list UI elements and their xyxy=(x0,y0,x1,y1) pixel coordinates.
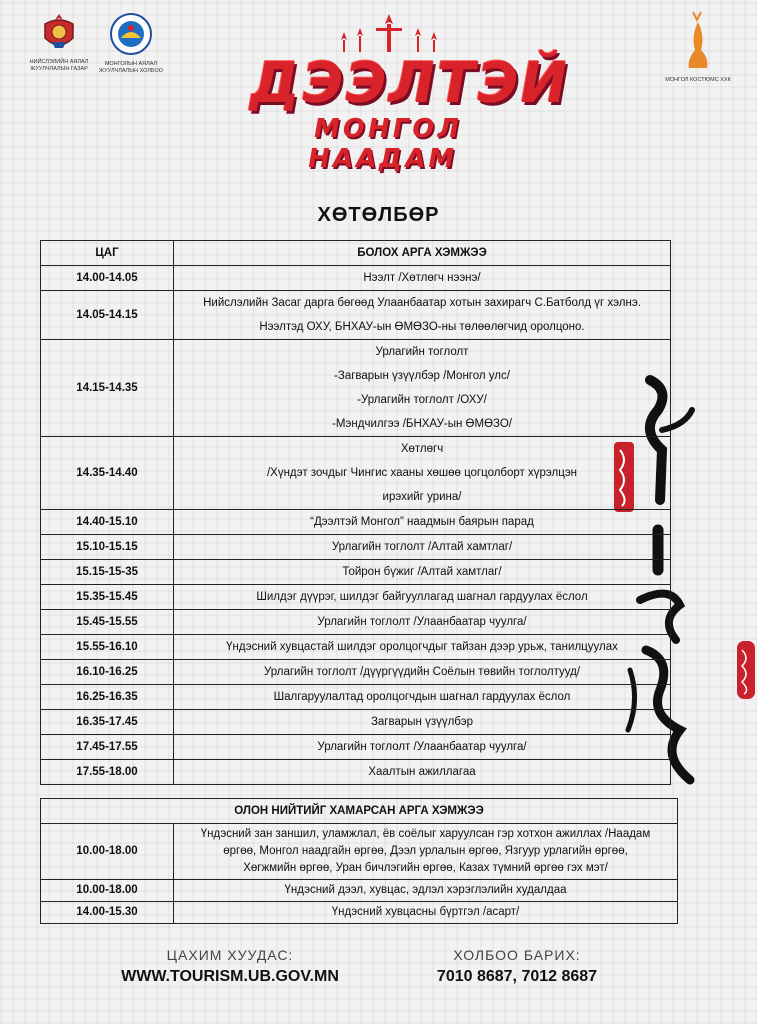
schedule-row xyxy=(41,760,671,785)
schedule-header-row xyxy=(41,241,671,266)
public-event-row xyxy=(41,824,678,880)
schedule-row xyxy=(41,735,671,760)
event-line: Тойрон бүжиг /Алтай хамтлаг/ xyxy=(342,566,502,578)
event-column-header: БОЛОХ АРГА ХЭМЖЭЭ xyxy=(174,241,671,266)
event-line: Урлагийн тоглолт xyxy=(375,346,469,358)
website-label: ЦАХИМ ХУУДАС: xyxy=(166,947,294,963)
public-events-heading: ОЛОН НИЙТИЙГ ХАМАРСАН АРГА ХЭМЖЭЭ xyxy=(41,799,678,824)
event-line: Хөгжмийн өргөө, Уран бичлэгийн өргөө, Казах түмний өргөө гэх мэт/ xyxy=(243,862,608,874)
schedule-row xyxy=(41,635,671,660)
event-cell xyxy=(174,902,678,924)
public-events-body xyxy=(41,824,678,924)
time-cell: 10.00-18.00 xyxy=(41,824,174,880)
time-cell: 14.40-15.10 xyxy=(41,510,174,535)
event-line: Нийслэлийн Засаг дарга бөгөөд Улаанбаатар хотын захирагч С.Батболд үг хэлнэ. xyxy=(203,297,641,309)
event-line: Урлагийн тоглолт /дүүргүүдийн Соёлын төвийн тоглолтууд/ xyxy=(263,666,581,678)
time-cell: 14.35-14.40 xyxy=(41,437,174,510)
city-tourism-logo xyxy=(24,12,94,73)
time-cell: 15.55-16.10 xyxy=(41,635,174,660)
contact-label: ХОЛБОО БАРИХ: xyxy=(453,947,581,963)
event-line: Шалгаруулалтад оролцогчдын шагнал гардуулах ёслол xyxy=(273,691,571,703)
event-line: -Мэндчилгээ /БНХАУ-ын ӨМӨЗО/ xyxy=(332,418,512,430)
contact-phones[interactable]: 7010 8687, 7012 8687 xyxy=(436,968,598,985)
title-subtitle: МОНГОЛ НААДАМ xyxy=(305,114,465,174)
event-cell xyxy=(174,510,671,535)
schedule-row xyxy=(41,535,671,560)
city-emblem-icon xyxy=(39,12,79,54)
event-line: Үндэсний зан заншил, уламжлал, ёв соёлыг харуулсан гэр хотхон ажиллах /Наадам xyxy=(200,828,651,840)
event-cell xyxy=(174,760,671,785)
event-line: “Дээлтэй Монгол” наадмын баярын парад xyxy=(310,516,534,528)
event-cell xyxy=(174,635,671,660)
footer-contact xyxy=(422,946,612,990)
event-line: ирэхийг урина/ xyxy=(382,491,462,503)
title-main: ДЭЭЛТЭЙ xyxy=(244,51,575,116)
public-events-table xyxy=(40,798,678,924)
seal-icon xyxy=(736,640,756,700)
time-cell: 15.10-15.15 xyxy=(41,535,174,560)
event-line: Үндэсний хувцасны бүртгэл /асарт/ xyxy=(331,906,520,918)
event-line: Урлагийн тоглолт /Алтай хамтлаг/ xyxy=(331,541,513,553)
time-cell: 14.15-14.35 xyxy=(41,340,174,437)
schedule-row xyxy=(41,560,671,585)
event-cell xyxy=(174,340,671,437)
schedule-row xyxy=(41,437,671,510)
event-line: -Загварын үзүүлбэр /Монгол улс/ xyxy=(334,370,510,382)
schedule-row xyxy=(41,710,671,735)
schedule-row xyxy=(41,585,671,610)
event-cell xyxy=(174,291,671,340)
schedule-row xyxy=(41,340,671,437)
public-event-row xyxy=(41,902,678,924)
event-cell xyxy=(174,660,671,685)
event-line: Шилдэг дүүрэг, шилдэг байгууллагад шагнал гардуулах ёслол xyxy=(256,591,588,603)
event-line: өргөө, Монгол наадгайн өргөө, Дээл урлалын өргөө, Язгуур урлагийн өргөө, xyxy=(223,845,628,857)
event-line: Хөтлөгч xyxy=(400,443,444,455)
schedule-table xyxy=(40,240,671,785)
event-line: Үндэсний хувцастай шилдэг оролцогчдыг тайзан дээр урьж, танилцуулах xyxy=(226,641,618,653)
schedule-row xyxy=(41,510,671,535)
event-line: Загварын үзүүлбэр xyxy=(370,716,474,728)
time-cell: 15.15-15-35 xyxy=(41,560,174,585)
event-line: Хаалтын ажиллагаа xyxy=(368,766,476,778)
title-block xyxy=(244,24,575,174)
public-events-header-row xyxy=(41,799,678,824)
association-emblem-icon xyxy=(109,12,153,56)
time-cell: 16.35-17.45 xyxy=(41,710,174,735)
event-line: Үндэсний дээл, хувцас, эдлэл хэрэглэлийн худалдаа xyxy=(284,884,567,896)
event-cell xyxy=(174,880,678,902)
time-cell: 14.05-14.15 xyxy=(41,291,174,340)
public-event-row xyxy=(41,880,678,902)
time-cell: 14.00-15.30 xyxy=(41,902,174,924)
schedule-body xyxy=(41,266,671,785)
event-cell xyxy=(174,266,671,291)
program-heading: ХӨТӨЛБӨР xyxy=(317,204,440,226)
schedule-row xyxy=(41,660,671,685)
time-cell: 10.00-18.00 xyxy=(41,880,174,902)
event-line: /Хүндэт зочдыг Чингис хааны хөшөө цогцолборт хүрэлцэн xyxy=(266,467,578,479)
time-cell: 14.00-14.05 xyxy=(41,266,174,291)
time-column-header: ЦАГ xyxy=(41,241,174,266)
event-cell xyxy=(174,824,678,880)
event-cell xyxy=(174,710,671,735)
event-cell xyxy=(174,560,671,585)
event-line: Урлагийн тоглолт /Улаанбаатар чуулга/ xyxy=(317,616,527,628)
event-line: Нээлтэд ОХУ, БНХАУ-ын ӨМӨЗО-ны төлөөлөгчид оролцоно. xyxy=(259,321,585,333)
event-cell xyxy=(174,685,671,710)
event-cell xyxy=(174,585,671,610)
time-cell: 17.55-18.00 xyxy=(41,760,174,785)
event-cell xyxy=(174,735,671,760)
time-cell: 16.25-16.35 xyxy=(41,685,174,710)
mongol-costumes-logo xyxy=(658,10,738,84)
schedule-row xyxy=(41,610,671,635)
time-cell: 16.10-16.25 xyxy=(41,660,174,685)
event-cell xyxy=(174,437,671,510)
tourism-association-logo xyxy=(96,12,166,75)
event-line: Нээлт /Хөтлөгч нээнэ/ xyxy=(363,272,481,284)
schedule-row xyxy=(41,291,671,340)
tourism-association-caption: МОНГОЛЫН АЯЛАЛ ЖУУЛЧЛАЛЫН ХОЛБОО xyxy=(98,61,164,74)
event-line: -Урлагийн тоглолт /ОХУ/ xyxy=(357,394,487,406)
costume-figure-icon xyxy=(681,10,715,72)
red-seal-bottom xyxy=(736,640,756,700)
city-tourism-caption: НИЙСЛЭЛИЙН АЯЛАЛ ЖУУЛЧЛАЛЫН ГАЗАР xyxy=(29,59,89,72)
event-cell xyxy=(174,610,671,635)
event-line: Урлагийн тоглолт /Улаанбаатар чуулга/ xyxy=(317,741,527,753)
event-cell xyxy=(174,535,671,560)
time-cell: 15.45-15.55 xyxy=(41,610,174,635)
schedule-row xyxy=(41,685,671,710)
time-cell: 17.45-17.55 xyxy=(41,735,174,760)
website-link[interactable]: WWW.TOURISM.UB.GOV.MN xyxy=(121,968,339,985)
schedule-row xyxy=(41,266,671,291)
footer-website xyxy=(100,946,360,990)
mongol-costumes-caption: МОНГОЛ КОСТЮМС ХХК xyxy=(665,77,731,83)
time-cell: 15.35-15.45 xyxy=(41,585,174,610)
